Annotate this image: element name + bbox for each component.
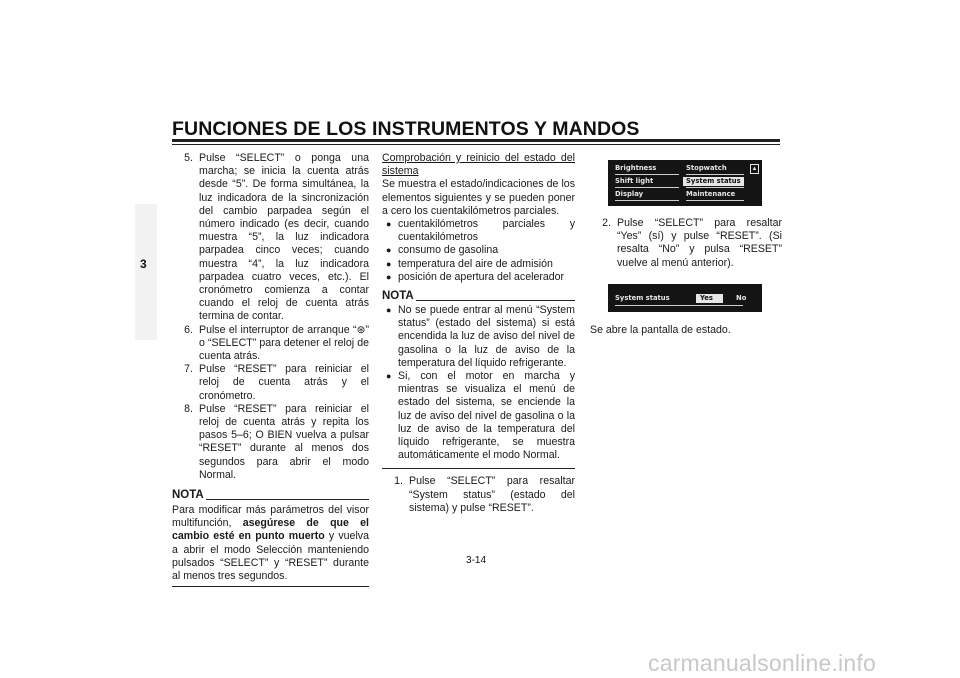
note-rule <box>416 300 575 301</box>
lcd-menu-item-selected: System status <box>683 177 744 186</box>
list-item-text: consumo de gasolina <box>398 244 499 257</box>
step-number: 2. <box>602 217 611 229</box>
bullet-icon: ● <box>386 219 392 230</box>
step-2 <box>590 217 782 270</box>
lcd-divider <box>686 174 744 175</box>
lcd-menu-item: Stopwatch <box>686 164 727 172</box>
step-text <box>199 324 369 364</box>
lcd-menu-item: Display <box>615 190 644 198</box>
lcd-menu-item: Maintenance <box>686 190 736 198</box>
start-switch-icon: ⊛ <box>356 323 366 336</box>
list-item-text: posición de apertura del acelerador <box>398 270 565 283</box>
step-text: Pulse “SELECT” para resaltar “System status” (estado del sistema) y pulse “RESET”. <box>409 475 575 514</box>
bullet-icon: ● <box>386 258 392 269</box>
lcd-divider <box>686 200 744 201</box>
note-label: NOTA <box>382 290 414 303</box>
note-list-item <box>382 304 575 370</box>
note-text-bold: asegúrese de que el cambio esté en punto muerto <box>172 517 369 543</box>
list-item <box>382 218 575 244</box>
step-7 <box>172 363 369 403</box>
lcd-menu-display <box>608 160 762 206</box>
list-item <box>382 258 575 271</box>
note-end-rule <box>382 468 575 469</box>
bullet-icon: ● <box>386 271 392 282</box>
note-text: Para modificar más parámetros del visor multifunción, <box>172 504 369 530</box>
chapter-number: 3 <box>140 257 147 271</box>
step-number: 5. <box>184 152 193 164</box>
lcd-yes-option-selected: Yes <box>696 294 723 303</box>
list-item-text: temperatura del aire de admisión <box>398 257 553 270</box>
lcd-divider <box>686 187 744 188</box>
bullet-icon: ● <box>386 245 392 256</box>
watermark: carmanualsonline.info <box>648 650 876 676</box>
note-end-rule <box>172 586 369 587</box>
lcd-status-display <box>608 284 762 312</box>
bullet-icon: ● <box>386 305 392 316</box>
page-number: 3-14 <box>466 555 487 566</box>
step-text: Pulse “RESET” para reiniciar el reloj de cuenta atrás y repita los pasos 5–6; O BIEN vuelva a pulsar “RESET” durante al menos dos segundos para abrir el modo Normal. <box>199 402 369 481</box>
step-1 <box>382 475 575 515</box>
note-header <box>172 489 369 501</box>
step-text-part: Pulse el interruptor de arranque “ <box>199 323 357 336</box>
step-6 <box>172 324 369 364</box>
lcd-divider <box>615 200 679 201</box>
section-heading: Comprobación y reinicio del estado del sistema <box>382 152 575 178</box>
lcd-divider <box>615 187 679 188</box>
lcd-status-label: System status <box>615 293 670 302</box>
step-text: Pulse “SELECT” para resaltar “Yes” (sí) y pulse “RESET”. (Si resalta “No” y pulsa “RESET” vuelve al menú anterior). <box>617 217 782 269</box>
list-item <box>382 271 575 284</box>
closing-text: Se abre la pantalla de estado. <box>590 323 731 336</box>
page-title: FUNCIONES DE LOS INSTRUMENTOS Y MANDOS <box>172 118 640 140</box>
scroll-up-icon: ▲ <box>751 166 758 172</box>
note-rule <box>206 499 369 500</box>
note-body <box>172 504 369 583</box>
section-intro: Se muestra el estado/indicaciones de los elementos siguientes y se pueden poner a cero los cuentakilómetros parciales. <box>382 178 575 217</box>
note-list-item <box>382 370 575 462</box>
lcd-menu-item: Brightness <box>615 164 657 172</box>
list-item <box>382 244 575 257</box>
note-list-item-text: No se puede entrar al menú “System status” (estado del sistema) si está encendida la luz de aviso del nivel de gasolina o la luz de aviso de la temperatura del líquido refrigerante. <box>398 304 575 369</box>
bullet-icon: ● <box>386 371 392 382</box>
step-number: 1. <box>394 475 403 488</box>
step-5 <box>172 152 369 324</box>
lcd-no-option: No <box>736 293 747 302</box>
chapter-tab <box>135 204 157 340</box>
note-list-item-text: Si, con el motor en marcha y mientras se visualiza el menú de estado del sistema, se enciende la luz de aviso del nivel de gasolina o la luz de aviso de la temperatura del líquido refrigerante, se muestra automáticamente el modo Normal. <box>398 370 575 462</box>
step-text: Pulse “RESET” para reiniciar el reloj de cuenta atrás y el cronómetro. <box>199 363 369 402</box>
step-number: 8. <box>184 402 193 415</box>
lcd-divider <box>615 174 679 175</box>
column-3 <box>590 152 782 337</box>
step-text: Pulse “SELECT” o ponga una marcha; se inicia la cuenta atrás desde “5”. De forma simultánea, la luz indicadora de la sincronización del cambio parpadea según el número indicado (es decir, cuando muestra “5”, la luz indicadora parpadea cinco veces; cuando muestra “4”, la luz indicadora parpadea cuatro veces, etc.). El cronómetro comienza a contar cuando el reloj de cuenta atrás termina de contar. <box>199 152 369 323</box>
note-text: y vuelva a abrir el modo Selección manteniendo pulsados “SELECT” y “RESET” durante al menos tres segundos. <box>172 530 369 583</box>
lcd-divider <box>615 305 743 306</box>
title-rule-thin <box>172 144 780 145</box>
column-1 <box>172 152 369 587</box>
note-header <box>382 290 575 302</box>
step-text-part: ” o “SELECT” para detener el reloj de cuenta atrás. <box>199 323 369 363</box>
title-rule <box>172 139 780 142</box>
step-number: 7. <box>184 363 193 376</box>
column-2 <box>382 152 575 515</box>
step-8 <box>172 403 369 482</box>
lcd-menu-item: Shift light <box>615 177 654 185</box>
note-label: NOTA <box>172 489 204 502</box>
step-number: 6. <box>184 323 193 336</box>
list-item-text: cuentakilómetros parciales y cuentakilómetros <box>398 218 575 244</box>
